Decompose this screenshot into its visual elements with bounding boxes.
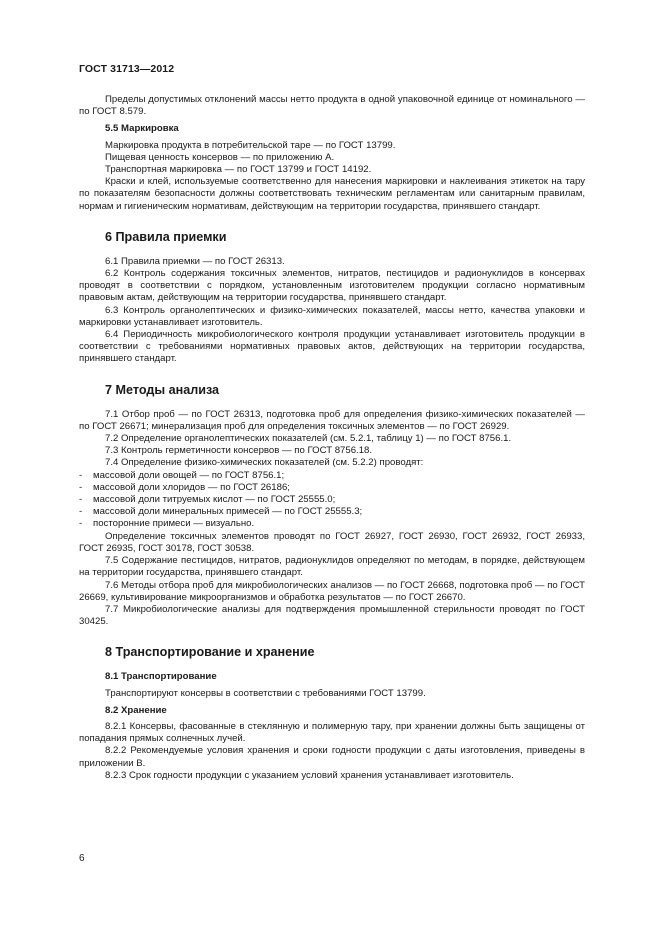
paragraph: 8.2.3 Срок годности продукции с указанием условий хранения устанавливает изготовитель.: [105, 769, 514, 781]
paragraph: Транспортируют консервы в соответствии с требованиями ГОСТ 13799.: [105, 687, 426, 699]
paragraph: Определение токсичных элементов проводят по ГОСТ 26927, ГОСТ 26930, ГОСТ 26932, ГОСТ 26933, ГОСТ 26935, ГОСТ 30178, ГОСТ 30538.: [79, 530, 585, 554]
list-item-text: массовой доли овощей — по ГОСТ 8756.1;: [93, 469, 285, 481]
section-8-heading: 8 Транспортирование и хранение: [105, 645, 315, 660]
list-item: - массовой доли титруемых кислот — по ГОСТ 25555.0;: [79, 494, 336, 506]
paragraph: 8.2.1 Консервы, фасованные в стеклянную и полимерную тару, при хранении должны быть защищены от попадания прямых солнечных лучей.: [79, 720, 585, 745]
section-8-1-title: 8.1 Транспортирование: [105, 671, 217, 683]
section-5-5-title: 5.5 Маркировка: [105, 123, 179, 135]
paragraph: 7.3 Контроль герметичности консервов — по ГОСТ 8756.18.: [105, 445, 373, 457]
paragraph: 8.2.2 Рекомендуемые условия хранения и сроки годности продукции с даты изготовления, приведены в приложении В.: [79, 745, 585, 769]
section-8-2-title: 8.2 Хранение: [105, 704, 167, 716]
paragraph: Транспортная маркировка — по ГОСТ 13799 и ГОСТ 14192.: [105, 164, 372, 176]
paragraph: 7.4 Определение физико-химических показателей (см. 5.2.2) проводят:: [105, 457, 424, 469]
paragraph: 7.1 Отбор проб — по ГОСТ 26313, подготовка проб для определения физико-химических показателей — по ГОСТ 26671; минерализация проб для определения токсичных элементов — по ГОСТ 26929.: [79, 408, 585, 432]
list-item-text: массовой доли минеральных примесей — по ГОСТ 25555.3;: [93, 506, 363, 518]
list-item: - массовой доли минеральных примесей — по ГОСТ 25555.3;: [79, 506, 363, 518]
list-item: - посторонние примеси — визуально.: [79, 518, 255, 530]
paragraph: 7.5 Содержание пестицидов, нитратов, радионуклидов определяют по методам, в порядке, действующем на территории государства, принявшего стандарт.: [79, 555, 585, 579]
section-7-heading: 7 Методы анализа: [105, 382, 220, 397]
list-item-text: посторонние примеси — визуально.: [93, 518, 255, 530]
document-header: ГОСТ 31713—2012: [79, 63, 175, 75]
paragraph: 6.3 Контроль органолептических и физико-химических показателей, массы нетто, качества упаковки и маркировки устанавливает изготовитель.: [79, 304, 585, 328]
paragraph: 6.4 Периодичность микробиологического контроля продукции устанавливает изготовитель продукции в соответствии с требованиями нормативных правовых актов, действующих на территории государства, принявшего стандарт.: [79, 329, 585, 365]
paragraph: Пищевая ценность консервов — по приложению А.: [105, 151, 335, 163]
paragraph: 6.2 Контроль содержания токсичных элементов, нитратов, пестицидов и радионуклидов в консервах проводят в соответствии с порядком, установленным изготовителем продукции согласно нормативным правовым актам, действующим на территории государства, принявшего стандарт.: [79, 268, 585, 304]
list-item-text: массовой доли титруемых кислот — по ГОСТ 25555.0;: [93, 494, 336, 506]
paragraph: 7.7 Микробиологические анализы для подтверждения промышленной стерильности проводят по ГОСТ 30425.: [79, 603, 585, 628]
list-item: - массовой доли овощей — по ГОСТ 8756.1;: [79, 469, 285, 481]
paragraph: 7.6 Методы отбора проб для микробиологических анализов — по ГОСТ 26668, подготовка проб — по ГОСТ 26669, культивирование микроорганизмов и обработка результатов — по ГОСТ 26670.: [79, 579, 585, 603]
paragraph: 6.1 Правила приемки — по ГОСТ 26313.: [105, 255, 285, 267]
paragraph: 7.2 Определение органолептических показателей (см. 5.2.1, таблицу 1) — по ГОСТ 8756.1.: [105, 433, 512, 445]
page-number: 6: [79, 853, 85, 864]
intro-paragraph: Пределы допустимых отклонений массы нетто продукта в одной упаковочной единице от номинального — по ГОСТ 8.579.: [79, 94, 585, 118]
page-content: [79, 94, 585, 782]
paragraph: Маркировка продукта в потребительской таре — по ГОСТ 13799.: [105, 139, 396, 151]
paragraph: Краски и клей, используемые соответственно для нанесения маркировки и наклеивания этикеток на тару по показателям безопасности должны соответствовать техническим регламентам или санитарным правилам, нормам и гигиеническим нормативам, действующим на территории государства, принявшего стандарт.: [79, 176, 585, 212]
section-6-heading: 6 Правила приемки: [105, 229, 227, 244]
list-item: - массовой доли хлоридов — по ГОСТ 26186;: [79, 481, 290, 493]
list-item-text: массовой доли хлоридов — по ГОСТ 26186;: [93, 481, 290, 493]
